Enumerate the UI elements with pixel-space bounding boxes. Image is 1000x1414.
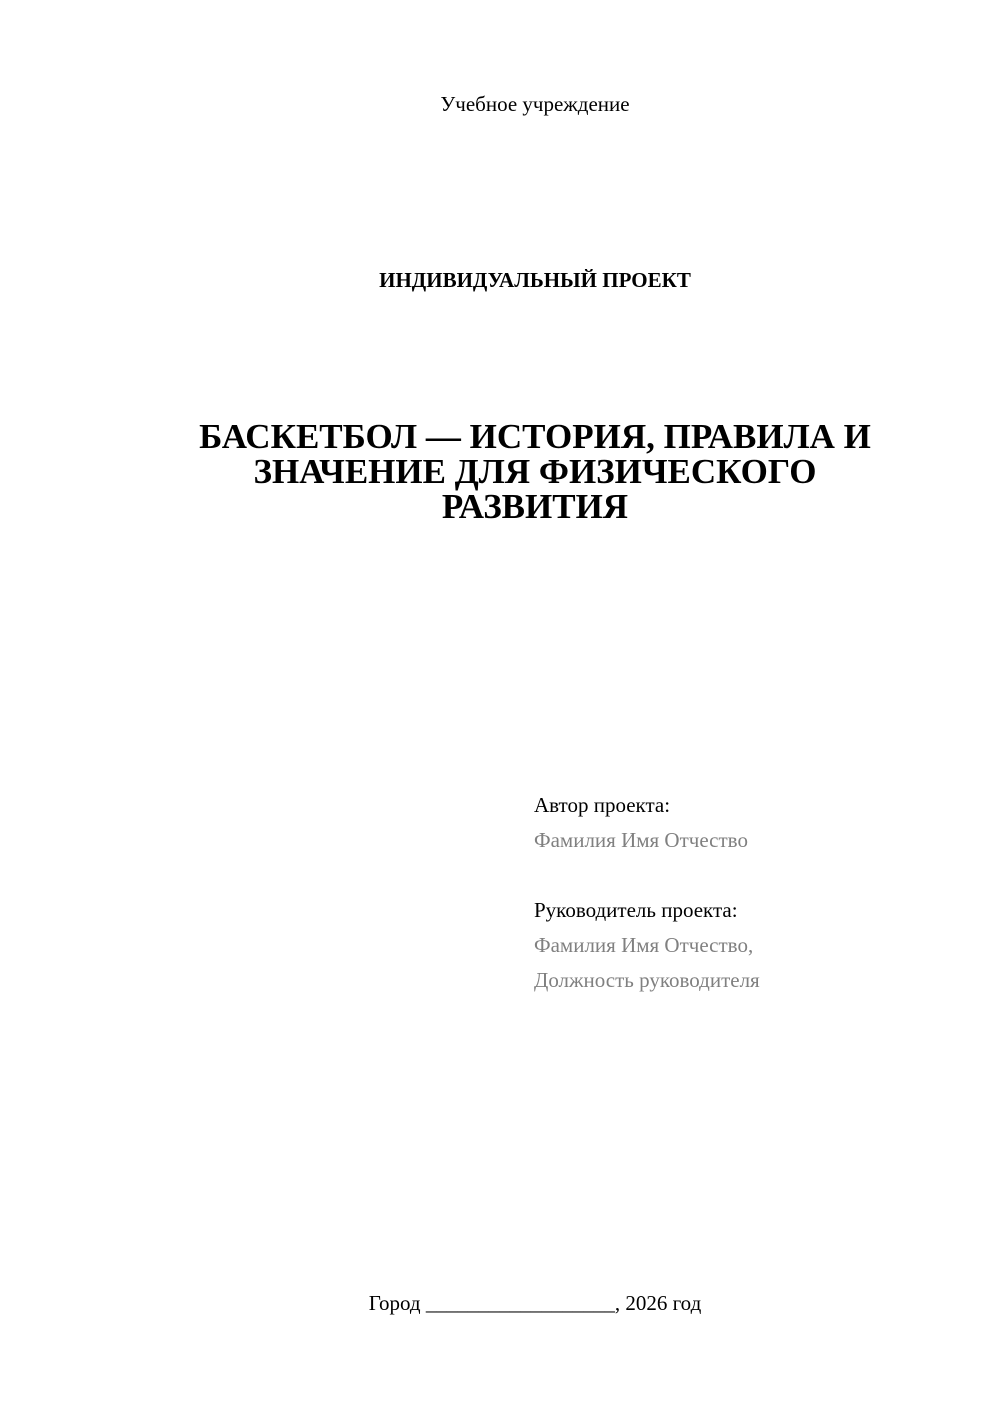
title-line: БАСКЕТБОЛ — ИСТОРИЯ, ПРАВИЛА И bbox=[199, 417, 871, 456]
city-year: Город __________________, 2026 год bbox=[368, 1291, 702, 1315]
title-line: ЗНАЧЕНИЕ ДЛЯ ФИЗИЧЕСКОГО bbox=[253, 452, 817, 491]
project-title bbox=[70, 419, 1000, 524]
supervisor-position: Должность руководителя bbox=[534, 968, 760, 992]
supervisor-name: Фамилия Имя Отчество, bbox=[534, 933, 754, 957]
title-line: РАЗВИТИЯ bbox=[441, 487, 629, 526]
project-info bbox=[534, 788, 760, 998]
author-name: Фамилия Имя Отчество bbox=[534, 828, 748, 852]
supervisor-label: Руководитель проекта: bbox=[534, 898, 738, 922]
project-type: ИНДИВИДУАЛЬНЫЙ ПРОЕКТ bbox=[379, 268, 691, 292]
institution: Учебное учреждение bbox=[440, 92, 630, 116]
author-label: Автор проекта: bbox=[534, 793, 671, 817]
